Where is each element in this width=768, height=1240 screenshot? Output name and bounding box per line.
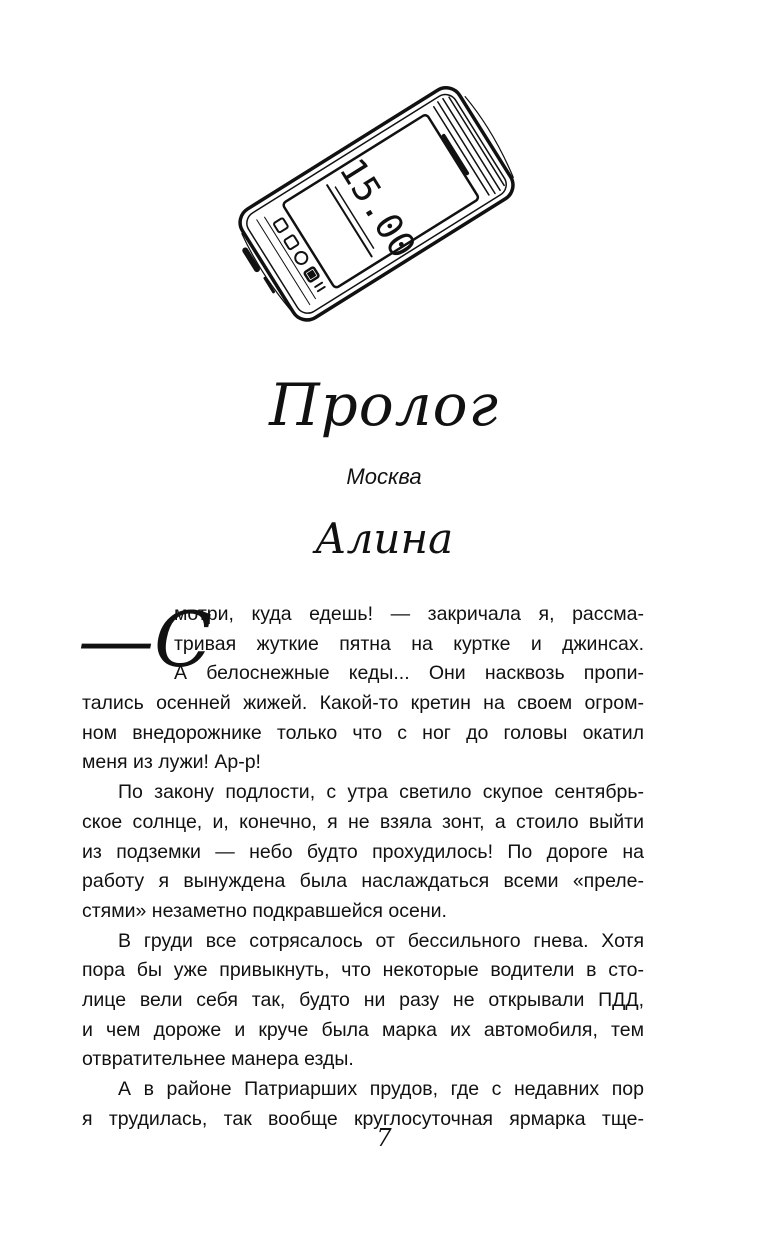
text-line: и чем дороже и круче была марка их автомобиля, тем [82, 1018, 644, 1041]
text-line: пора бы уже привыкнуть, что некоторые водители в сто- [82, 959, 644, 982]
location-subtitle: Москва [346, 464, 422, 489]
drop-cap: —С [78, 595, 213, 684]
text-line: А белоснежные кеды... Они насквозь пропи- [174, 662, 644, 685]
phone-clock-text: 15.00 [330, 151, 423, 266]
text-line: А в районе Патриарших прудов, где с недавних пор [118, 1078, 644, 1100]
text-line: лице вели себя так, будто ни разу не открывали ПДД, [82, 988, 644, 1011]
pov-character-name: Алина [314, 514, 454, 563]
text-line: мотри, куда едешь! — закричала я, рассма- [174, 603, 644, 625]
paragraph [82, 778, 644, 926]
text-line: из подземки — небо будто прохудилось! По дороге на [82, 840, 644, 863]
chapter-text [78, 595, 644, 1134]
text-line: ном внедорожнике только что с ног до головы окатил [82, 721, 644, 744]
text-line: В груди все сотрясалось от бессильного гнева. Хотя [118, 929, 644, 952]
text-line: тривая жуткие пятна на куртке и джинсах. [174, 632, 644, 655]
text-line: меня из лужи! Ар-р! [82, 751, 261, 774]
text-line: отвратительнее манера езды. [82, 1048, 354, 1071]
chapter-title: Пролог [269, 371, 499, 439]
smartphone-icon [226, 78, 526, 328]
paragraph [82, 927, 644, 1075]
text-line: тались осенней жижей. Какой-то кретин на своем огром- [82, 692, 644, 715]
page-number: 7 [376, 1124, 392, 1152]
text-line: По закону подлости, с утра светило скупое сентябрь- [118, 781, 644, 804]
text-line: ское солнце, и, конечно, я не взяла зонт, а стоило выйти [82, 810, 644, 833]
text-line: я трудилась, так вообще круглосуточная ярмарка тще- [82, 1107, 644, 1130]
text-line: работу я вынуждена была наслаждаться всеми «прелe- [82, 870, 644, 893]
text-line: стями» незаметно подкравшейся осени. [82, 899, 447, 922]
